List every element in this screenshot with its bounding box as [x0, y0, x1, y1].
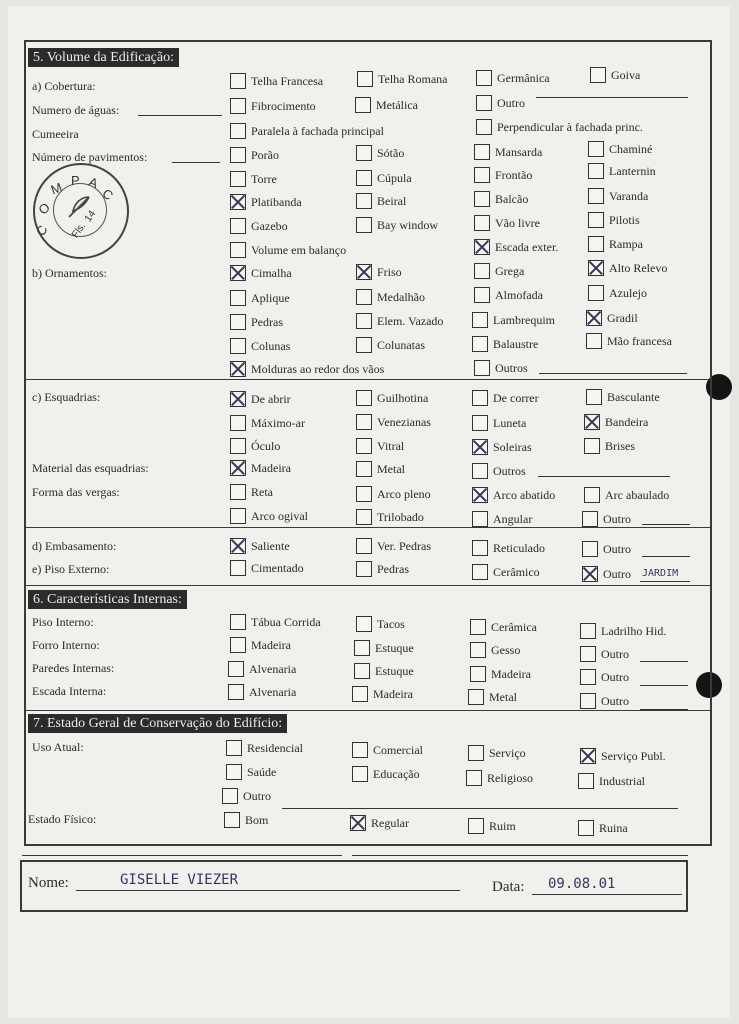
- row-label-piso-interno: Piso Interno:: [32, 615, 94, 629]
- divider: [24, 585, 710, 586]
- arco-abatido-checkbox[interactable]: [472, 487, 488, 503]
- outro-vergas-checkbox[interactable]: [582, 511, 598, 527]
- ruina-checkbox[interactable]: [578, 820, 594, 836]
- gradil-label: Gradil: [607, 311, 638, 325]
- sotao-label: Sótão: [377, 146, 405, 160]
- row-label-material-esquadrias: Material das esquadrias:: [32, 461, 149, 475]
- pedras-orn-label: Pedras: [251, 315, 283, 329]
- elem-vazado-label: Elem. Vazado: [377, 314, 444, 328]
- row-label-estado-fisico: Estado Físico:: [28, 812, 97, 826]
- fibrocimento-checkbox[interactable]: [230, 98, 246, 114]
- rampa-checkbox[interactable]: [588, 236, 604, 252]
- alto-relevo-label: Alto Relevo: [609, 261, 668, 275]
- regular-label: Regular: [371, 816, 409, 830]
- friso-label: Friso: [377, 265, 402, 279]
- arc-abaulado-label: Arc abaulado: [605, 488, 670, 502]
- gradil-checkbox[interactable]: [586, 310, 602, 326]
- saliente-label: Saliente: [251, 539, 290, 553]
- gazebo-checkbox[interactable]: [230, 218, 246, 234]
- row-label-numero-aguas: Numero de águas:: [32, 103, 120, 117]
- arco-ogival-label: Arco ogival: [251, 509, 308, 523]
- outros-orn-checkbox[interactable]: [474, 360, 490, 376]
- outro-cobertura-line[interactable]: [536, 97, 688, 98]
- arc-abaulado-checkbox[interactable]: [584, 487, 600, 503]
- saude-label: Saúde: [247, 765, 277, 779]
- row-label-piso-externo: e) Piso Externo:: [32, 562, 110, 576]
- pedras-orn-checkbox[interactable]: [230, 314, 246, 330]
- angular-label: Angular: [493, 512, 533, 526]
- educacao-checkbox[interactable]: [352, 766, 368, 782]
- outro-piso-ext-checkbox[interactable]: [582, 566, 598, 582]
- vao-livre-checkbox[interactable]: [474, 215, 490, 231]
- colunas-label: Colunas: [251, 339, 291, 353]
- cimentado-checkbox[interactable]: [230, 560, 246, 576]
- angular-checkbox[interactable]: [472, 511, 488, 527]
- basculante-checkbox[interactable]: [586, 389, 602, 405]
- brises-checkbox[interactable]: [584, 438, 600, 454]
- madeira-par-checkbox[interactable]: [470, 666, 486, 682]
- vao-livre-label: Vão livre: [495, 216, 540, 230]
- balcao-label: Balcão: [495, 192, 529, 206]
- date-value: 09.08.01: [548, 876, 616, 892]
- varanda-label: Varanda: [609, 189, 649, 203]
- porao-label: Porão: [251, 148, 279, 162]
- reticulado-label: Reticulado: [493, 541, 545, 555]
- goiva-label: Goiva: [611, 68, 641, 82]
- oculo-label: Óculo: [251, 439, 281, 453]
- de-abrir-checkbox[interactable]: [230, 391, 246, 407]
- alvenaria-par-label: Alvenaria: [249, 662, 297, 676]
- ver-pedras-checkbox[interactable]: [356, 538, 372, 554]
- alvenaria-esc-label: Alvenaria: [249, 685, 297, 699]
- trilobado-label: Trilobado: [377, 510, 424, 524]
- madeira-esq-checkbox[interactable]: [230, 460, 246, 476]
- bandeira-checkbox[interactable]: [584, 414, 600, 430]
- germanica-checkbox[interactable]: [476, 70, 492, 86]
- servico-publ-label: Serviço Publ.: [601, 749, 666, 763]
- bay-window-checkbox[interactable]: [356, 217, 372, 233]
- outro-cobertura-checkbox[interactable]: [476, 95, 492, 111]
- maximo-ar-label: Máximo-ar: [251, 416, 305, 430]
- outro-esc-checkbox[interactable]: [580, 693, 596, 709]
- comercial-checkbox[interactable]: [352, 742, 368, 758]
- outros-esq-label: Outros: [493, 464, 526, 478]
- perpendicular-label: Perpendicular à fachada princ.: [497, 120, 643, 134]
- azulejo-checkbox[interactable]: [588, 285, 604, 301]
- almofada-checkbox[interactable]: [474, 287, 490, 303]
- religioso-label: Religioso: [487, 771, 534, 785]
- cupula-checkbox[interactable]: [356, 170, 372, 186]
- estuque-par-label: Estuque: [375, 664, 414, 678]
- colunatas-label: Colunatas: [377, 338, 425, 352]
- signature-box: [20, 860, 688, 912]
- date-label: Data:: [492, 879, 525, 895]
- row-label-embasamento: d) Embasamento:: [32, 539, 117, 553]
- tabua-corrida-label: Tábua Corrida: [251, 615, 321, 629]
- de-correr-checkbox[interactable]: [472, 390, 488, 406]
- outro-vergas-label: Outro: [603, 512, 631, 526]
- outro-cobertura-label: Outro: [497, 96, 525, 110]
- azulejo-label: Azulejo: [609, 286, 647, 300]
- bandeira-label: Bandeira: [605, 415, 649, 429]
- name-field-line[interactable]: [76, 890, 460, 891]
- residencial-checkbox[interactable]: [226, 740, 242, 756]
- de-abrir-label: De abrir: [251, 392, 291, 406]
- row-label-uso-atual: Uso Atual:: [32, 740, 84, 754]
- grega-label: Grega: [495, 264, 525, 278]
- tabua-corrida-checkbox[interactable]: [230, 614, 246, 630]
- row-label-esquadrias: c) Esquadrias:: [32, 390, 101, 404]
- perpendicular-checkbox[interactable]: [476, 119, 492, 135]
- balcao-checkbox[interactable]: [474, 191, 490, 207]
- compac-stamp: [33, 163, 129, 259]
- gesso-label: Gesso: [491, 643, 521, 657]
- madeira-esc-label: Madeira: [373, 687, 413, 701]
- mansarda-label: Mansarda: [495, 145, 543, 159]
- goiva-checkbox[interactable]: [590, 67, 606, 83]
- servico-publ-checkbox[interactable]: [580, 748, 596, 764]
- ladrilho-checkbox[interactable]: [580, 623, 596, 639]
- alvenaria-par-checkbox[interactable]: [228, 661, 244, 677]
- bom-label: Bom: [245, 813, 269, 827]
- pilotis-checkbox[interactable]: [588, 212, 604, 228]
- estuque-forro-label: Estuque: [375, 641, 414, 655]
- outros-orn-label: Outros: [495, 361, 528, 375]
- soleiras-checkbox[interactable]: [472, 439, 488, 455]
- stamp-letter: C: [99, 185, 117, 204]
- date-field-line[interactable]: [532, 894, 682, 895]
- frontao-checkbox[interactable]: [474, 167, 490, 183]
- cimalha-checkbox[interactable]: [230, 265, 246, 281]
- saliente-checkbox[interactable]: [230, 538, 246, 554]
- basculante-label: Basculante: [607, 390, 660, 404]
- divider: [24, 527, 710, 528]
- stamp-letter: C: [32, 222, 51, 239]
- row-label-escada-interna: Escada Interna:: [32, 684, 107, 698]
- outro-embasamento-line[interactable]: [642, 556, 690, 557]
- outro-emb-checkbox[interactable]: [582, 541, 598, 557]
- mansarda-checkbox[interactable]: [474, 144, 490, 160]
- outro-forro-checkbox[interactable]: [580, 646, 596, 662]
- lanternin-checkbox[interactable]: [588, 163, 604, 179]
- rampa-label: Rampa: [609, 237, 643, 251]
- fibrocimento-label: Fibrocimento: [251, 99, 316, 113]
- outro-uso-label: Outro: [243, 789, 271, 803]
- balaustre-label: Balaustre: [493, 337, 539, 351]
- arco-pleno-label: Arco pleno: [377, 487, 431, 501]
- tacos-label: Tacos: [377, 617, 405, 631]
- row-label-cobertura: a) Cobertura:: [32, 79, 96, 93]
- cimalha-label: Cimalha: [251, 266, 292, 280]
- germanica-label: Germânica: [497, 71, 550, 85]
- quill-pen-icon: [65, 191, 95, 221]
- porao-checkbox[interactable]: [230, 147, 246, 163]
- bay-window-label: Bay window: [377, 218, 438, 232]
- pilotis-label: Pilotis: [609, 213, 640, 227]
- arco-pleno-checkbox[interactable]: [356, 486, 372, 502]
- medalhao-label: Medalhão: [377, 290, 425, 304]
- footer-divider-right: [352, 855, 688, 856]
- row-label-forro-interno: Forro Interno:: [32, 638, 100, 652]
- paralela-label: Paralela à fachada principal: [251, 124, 384, 138]
- name-value: GISELLE VIEZER: [120, 872, 239, 888]
- name-label: Nome:: [28, 875, 69, 891]
- venezianas-checkbox[interactable]: [356, 414, 372, 430]
- outro-emb-label: Outro: [603, 542, 631, 556]
- alto-relevo-checkbox[interactable]: [588, 260, 604, 276]
- servico-label: Serviço: [489, 746, 526, 760]
- madeira-esq-label: Madeira: [251, 461, 291, 475]
- outro-escada-line[interactable]: [640, 709, 688, 710]
- paralela-checkbox[interactable]: [230, 123, 246, 139]
- industrial-label: Industrial: [599, 774, 645, 788]
- venezianas-label: Venezianas: [377, 415, 431, 429]
- tacos-checkbox[interactable]: [356, 616, 372, 632]
- chamine-checkbox[interactable]: [588, 141, 604, 157]
- row-label-numero-pavimentos: Número de pavimentos:: [32, 150, 148, 164]
- medalhao-checkbox[interactable]: [356, 289, 372, 305]
- vitral-label: Vitral: [377, 439, 405, 453]
- industrial-checkbox[interactable]: [578, 773, 594, 789]
- telha-romana-label: Telha Romana: [378, 72, 448, 86]
- metal-esc-checkbox[interactable]: [468, 689, 484, 705]
- metal-esc-label: Metal: [489, 690, 517, 704]
- varanda-checkbox[interactable]: [588, 188, 604, 204]
- stamp-letter: O: [35, 199, 53, 218]
- mao-francesa-label: Mão francesa: [607, 334, 672, 348]
- arco-abatido-label: Arco abatido: [493, 488, 556, 502]
- stamp-letter: A: [86, 173, 100, 192]
- lanternin-label: Lanternin: [609, 164, 656, 178]
- lambrequim-checkbox[interactable]: [472, 312, 488, 328]
- stamp-letter: P: [71, 173, 80, 188]
- outro-uso-line[interactable]: [282, 808, 678, 809]
- outro-piso-externo-line[interactable]: [640, 581, 690, 582]
- alvenaria-esc-checkbox[interactable]: [228, 684, 244, 700]
- stamp-letter: M: [48, 179, 65, 198]
- aplique-label: Aplique: [251, 291, 290, 305]
- row-label-paredes-internas: Paredes Internas:: [32, 661, 115, 675]
- pedras-piso-checkbox[interactable]: [356, 561, 372, 577]
- ruina-label: Ruina: [599, 821, 628, 835]
- religioso-checkbox[interactable]: [466, 770, 482, 786]
- molduras-label: Molduras ao redor dos vãos: [251, 362, 385, 376]
- residencial-label: Residencial: [247, 741, 303, 755]
- maximo-ar-checkbox[interactable]: [230, 415, 246, 431]
- beiral-checkbox[interactable]: [356, 193, 372, 209]
- oculo-checkbox[interactable]: [230, 438, 246, 454]
- ver-pedras-label: Ver. Pedras: [377, 539, 431, 553]
- brises-label: Brises: [605, 439, 635, 453]
- row-label-forma-vergas: Forma das vergas:: [32, 485, 120, 499]
- divider: [24, 710, 710, 711]
- reta-checkbox[interactable]: [230, 484, 246, 500]
- soleiras-label: Soleiras: [493, 440, 532, 454]
- outro-uso-checkbox[interactable]: [222, 788, 238, 804]
- row-label-cumeeira: Cumeeira: [32, 127, 79, 141]
- ladrilho-label: Ladrilho Hid.: [601, 624, 667, 638]
- metal-esq-checkbox[interactable]: [356, 461, 372, 477]
- ruim-label: Ruim: [489, 819, 516, 833]
- pedras-piso-label: Pedras: [377, 562, 409, 576]
- outro-forro-label: Outro: [601, 647, 629, 661]
- numero-aguas-field[interactable]: [138, 115, 222, 116]
- gazebo-label: Gazebo: [251, 219, 288, 233]
- cimentado-label: Cimentado: [251, 561, 304, 575]
- ceramica-label: Cerâmica: [491, 620, 537, 634]
- madeira-forro-checkbox[interactable]: [230, 637, 246, 653]
- ruim-checkbox[interactable]: [468, 818, 484, 834]
- almofada-label: Almofada: [495, 288, 543, 302]
- de-correr-label: De correr: [493, 391, 539, 405]
- aplique-checkbox[interactable]: [230, 290, 246, 306]
- arco-ogival-checkbox[interactable]: [230, 508, 246, 524]
- telha-francesa-label: Telha Francesa: [251, 74, 324, 88]
- ceramico-label: Cerâmico: [493, 565, 540, 579]
- reticulado-checkbox[interactable]: [472, 540, 488, 556]
- colunas-checkbox[interactable]: [230, 338, 246, 354]
- elem-vazado-checkbox[interactable]: [356, 313, 372, 329]
- beiral-label: Beiral: [377, 194, 407, 208]
- molduras-checkbox[interactable]: [230, 361, 246, 377]
- volume-balanco-label: Volume em balanço: [251, 243, 347, 257]
- comercial-label: Comercial: [373, 743, 423, 757]
- cupula-label: Cúpula: [377, 171, 412, 185]
- guilhotina-checkbox[interactable]: [356, 390, 372, 406]
- telha-romana-checkbox[interactable]: [357, 71, 373, 87]
- torre-label: Torre: [251, 172, 277, 186]
- outro-esc-label: Outro: [601, 694, 629, 708]
- outros-esq-checkbox[interactable]: [472, 463, 488, 479]
- saude-checkbox[interactable]: [226, 764, 242, 780]
- servico-checkbox[interactable]: [468, 745, 484, 761]
- balaustre-checkbox[interactable]: [472, 336, 488, 352]
- friso-checkbox[interactable]: [356, 264, 372, 280]
- telha-francesa-checkbox[interactable]: [230, 73, 246, 89]
- chamine-label: Chaminé: [609, 142, 653, 156]
- stamp-folio-label: Fls.: [69, 220, 89, 241]
- metalica-label: Metálica: [376, 98, 418, 112]
- trilobado-checkbox[interactable]: [356, 509, 372, 525]
- torre-checkbox[interactable]: [230, 171, 246, 187]
- divider: [24, 379, 710, 380]
- sotao-checkbox[interactable]: [356, 145, 372, 161]
- luneta-checkbox[interactable]: [472, 415, 488, 431]
- educacao-label: Educação: [373, 767, 420, 781]
- outros-ornamentos-line[interactable]: [539, 373, 687, 374]
- reta-label: Reta: [251, 485, 273, 499]
- outro-par-label: Outro: [601, 670, 629, 684]
- grega-checkbox[interactable]: [474, 263, 490, 279]
- metalica-checkbox[interactable]: [355, 97, 371, 113]
- madeira-par-label: Madeira: [491, 667, 531, 681]
- ceramico-checkbox[interactable]: [472, 564, 488, 580]
- row-label-ornamentos: b) Ornamentos:: [32, 266, 107, 280]
- outro-paredes-line[interactable]: [640, 685, 688, 686]
- section-6-title: 6. Características Internas:: [28, 590, 187, 609]
- escada-exter-checkbox[interactable]: [474, 239, 490, 255]
- platibanda-label: Platibanda: [251, 195, 302, 209]
- outro-piso-ext-written: JARDIM: [642, 568, 679, 579]
- section-7-title: 7. Estado Geral de Conservação do Edifício:: [28, 714, 287, 733]
- vitral-checkbox[interactable]: [356, 438, 372, 454]
- volume-balanco-checkbox[interactable]: [230, 242, 246, 258]
- numero-pavimentos-field[interactable]: [172, 162, 220, 163]
- madeira-esc-checkbox[interactable]: [352, 686, 368, 702]
- colunatas-checkbox[interactable]: [356, 337, 372, 353]
- bom-checkbox[interactable]: [224, 812, 240, 828]
- outro-par-checkbox[interactable]: [580, 669, 596, 685]
- madeira-forro-label: Madeira: [251, 638, 291, 652]
- guilhotina-label: Guilhotina: [377, 391, 429, 405]
- escada-exter-label: Escada exter.: [495, 240, 559, 254]
- ceramica-checkbox[interactable]: [470, 619, 486, 635]
- section-5-title: 5. Volume da Edificação:: [28, 48, 179, 67]
- estuque-par-checkbox[interactable]: [354, 663, 370, 679]
- outros-esquadrias-line[interactable]: [538, 476, 670, 477]
- luneta-label: Luneta: [493, 416, 527, 430]
- outro-forro-line[interactable]: [640, 661, 688, 662]
- metal-esq-label: Metal: [377, 462, 405, 476]
- outro-vergas-line[interactable]: [642, 524, 690, 525]
- stamp-folio-number: 14: [82, 208, 99, 225]
- outro-piso-ext-label: Outro: [603, 567, 631, 581]
- footer-divider-left: [22, 855, 342, 856]
- gesso-checkbox[interactable]: [470, 642, 486, 658]
- mao-francesa-checkbox[interactable]: [586, 333, 602, 349]
- estuque-forro-checkbox[interactable]: [354, 640, 370, 656]
- lambrequim-label: Lambrequim: [493, 313, 555, 327]
- platibanda-checkbox[interactable]: [230, 194, 246, 210]
- frontao-label: Frontão: [495, 168, 533, 182]
- regular-checkbox[interactable]: [350, 815, 366, 831]
